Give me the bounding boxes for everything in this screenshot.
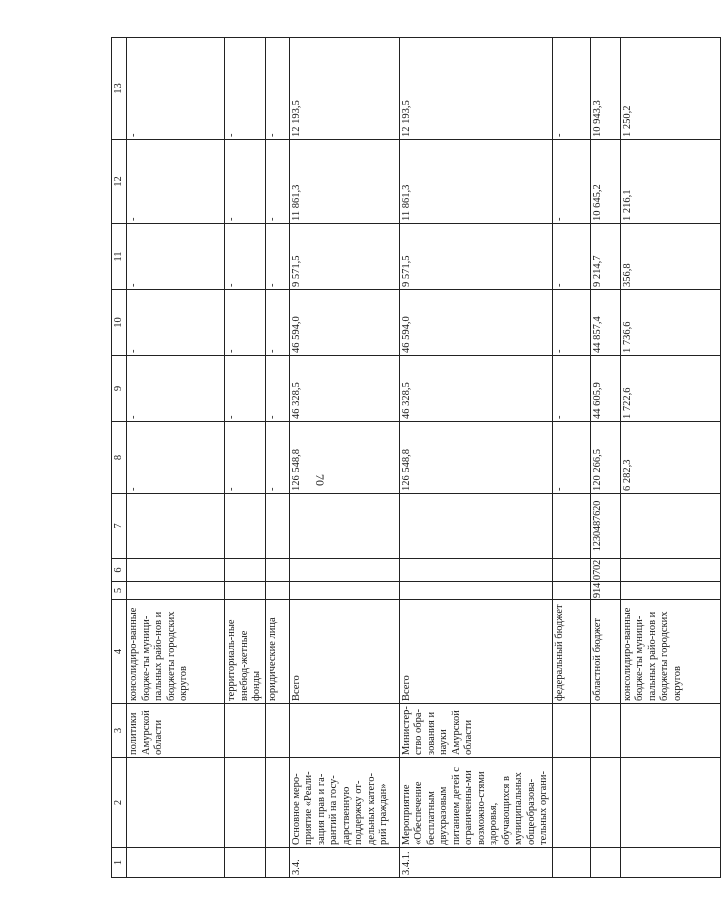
table-cell: 10 645,2 — [590, 140, 620, 224]
table-cell: - — [265, 140, 289, 224]
table-row — [552, 38, 590, 878]
column-header: 3 — [112, 704, 127, 758]
table-cell: - — [127, 224, 225, 290]
table-cell — [620, 704, 720, 758]
table-cell: - — [127, 140, 225, 224]
table-cell: 126 548,8 — [399, 422, 552, 494]
table-cell: - — [225, 224, 266, 290]
table-cell — [552, 494, 590, 559]
table-cell — [620, 559, 720, 582]
table-cell: консолидиро-ванные бюдже-ты муници-пальных райо-нов и бюджеты городских округов — [620, 600, 720, 704]
table-row — [399, 38, 552, 878]
table-cell: 0702 — [590, 559, 620, 582]
table-cell: 10 943,3 — [590, 38, 620, 140]
column-header: 7 — [112, 494, 127, 559]
table-cell: Мероприятие «Обеспечение бесплатным двухразовым питанием детей с ограниченны-ми возможно-стями здоровья, обучающихся в муниципальных общеобразова-тельных органи- — [399, 758, 552, 848]
table-cell: 12 193,5 — [289, 38, 399, 140]
table-cell — [225, 704, 266, 758]
table-cell: - — [127, 422, 225, 494]
column-header: 11 — [112, 224, 127, 290]
table-cell: 1 216,1 — [620, 140, 720, 224]
table-cell — [127, 494, 225, 559]
table-cell — [289, 559, 399, 582]
column-header: 6 — [112, 559, 127, 582]
table-cell: 46 328,5 — [399, 356, 552, 422]
table-header-row — [112, 38, 127, 878]
table-cell — [265, 494, 289, 559]
column-header: 12 — [112, 140, 127, 224]
table-row — [289, 38, 399, 878]
table-cell: - — [552, 356, 590, 422]
column-header: 13 — [112, 38, 127, 140]
table-cell — [127, 758, 225, 848]
table-cell: - — [265, 224, 289, 290]
table-cell: - — [552, 140, 590, 224]
table-cell — [289, 704, 399, 758]
table-cell — [399, 582, 552, 600]
table-cell: 6 282,3 — [620, 422, 720, 494]
table-row — [127, 38, 225, 878]
table-cell — [399, 494, 552, 559]
table-cell: - — [265, 356, 289, 422]
column-header: 10 — [112, 290, 127, 356]
table-row — [620, 38, 720, 878]
table-cell: - — [552, 38, 590, 140]
table-cell — [127, 582, 225, 600]
table-cell — [620, 848, 720, 878]
table-cell: 46 328,5 — [289, 356, 399, 422]
table-cell — [620, 582, 720, 600]
table-cell — [552, 758, 590, 848]
table-cell: 9 571,5 — [399, 224, 552, 290]
column-header: 1 — [112, 848, 127, 878]
table-cell: - — [265, 38, 289, 140]
table-cell: 9 571,5 — [289, 224, 399, 290]
table-cell — [225, 848, 266, 878]
table-cell: 11 861,3 — [289, 140, 399, 224]
table-cell: 120 266,5 — [590, 422, 620, 494]
table-cell: 44 857,4 — [590, 290, 620, 356]
table-cell: 11 861,3 — [399, 140, 552, 224]
table-cell: территориаль-ные внебюд-жетные фонды — [225, 600, 266, 704]
table-cell: областной бюджет — [590, 600, 620, 704]
table-cell: - — [265, 422, 289, 494]
table-cell — [225, 582, 266, 600]
table-cell: - — [225, 422, 266, 494]
table-row — [265, 38, 289, 878]
table-cell — [225, 758, 266, 848]
table-cell — [127, 559, 225, 582]
table-cell — [552, 582, 590, 600]
table-cell: - — [127, 356, 225, 422]
table-cell: Всего — [289, 600, 399, 704]
table-cell: - — [265, 290, 289, 356]
table-cell — [225, 494, 266, 559]
table-cell: 1 250,2 — [620, 38, 720, 140]
table-cell: 1 722,6 — [620, 356, 720, 422]
table-cell: 44 605,9 — [590, 356, 620, 422]
table-cell — [620, 494, 720, 559]
table-cell: политики Амурской области — [127, 704, 225, 758]
column-header: 8 — [112, 422, 127, 494]
table-cell — [225, 559, 266, 582]
table-cell — [289, 494, 399, 559]
table-cell — [552, 559, 590, 582]
page-number: 70 — [313, 474, 327, 486]
table-cell — [127, 848, 225, 878]
table-cell: федеральный бюджет — [552, 600, 590, 704]
column-header: 2 — [112, 758, 127, 848]
table-cell: 3.4.1. — [399, 848, 552, 878]
table-cell — [265, 704, 289, 758]
table-cell — [265, 848, 289, 878]
table-cell: 1230487620 — [590, 494, 620, 559]
table-cell: юридические лица — [265, 600, 289, 704]
table-cell: - — [127, 38, 225, 140]
table-cell: 356,8 — [620, 224, 720, 290]
table-cell: 9 214,7 — [590, 224, 620, 290]
table-cell: 12 193,5 — [399, 38, 552, 140]
table-row — [225, 38, 266, 878]
table-cell — [265, 758, 289, 848]
table-cell — [265, 559, 289, 582]
table-cell: - — [552, 290, 590, 356]
budget-table — [111, 37, 721, 878]
table-cell — [552, 848, 590, 878]
table-cell: 914 — [590, 582, 620, 600]
table-cell — [620, 758, 720, 848]
table-cell: 126 548,8 — [289, 422, 399, 494]
table-cell: Всего — [399, 600, 552, 704]
table-cell: 3.4. — [289, 848, 399, 878]
table-cell: - — [552, 422, 590, 494]
table-cell — [590, 848, 620, 878]
table-cell: - — [225, 140, 266, 224]
table-cell: Министер-ство обра-зования и науки Амурской области — [399, 704, 552, 758]
column-header: 4 — [112, 600, 127, 704]
table-cell — [590, 758, 620, 848]
table-cell: 46 594,0 — [399, 290, 552, 356]
column-header: 5 — [112, 582, 127, 600]
rotated-table-page — [111, 38, 683, 878]
table-cell — [289, 582, 399, 600]
table-cell: 46 594,0 — [289, 290, 399, 356]
table-cell: 1 736,6 — [620, 290, 720, 356]
table-cell — [590, 704, 620, 758]
table-cell: консолидиро-ванные бюдже-ты муници-пальных райо-нов и бюджеты городских округов — [127, 600, 225, 704]
column-header: 9 — [112, 356, 127, 422]
table-cell: - — [225, 38, 266, 140]
table-cell — [265, 582, 289, 600]
table-cell — [552, 704, 590, 758]
table-cell: - — [552, 224, 590, 290]
table-cell: - — [225, 290, 266, 356]
table-row — [590, 38, 620, 878]
table-cell: Основное меро-приятие «Реали-зация прав и га-рантий на госу-дарственную поддержку от-дельных катего-рий граждан» — [289, 758, 399, 848]
table-cell — [399, 559, 552, 582]
table-cell: - — [127, 290, 225, 356]
table-cell: - — [225, 356, 266, 422]
